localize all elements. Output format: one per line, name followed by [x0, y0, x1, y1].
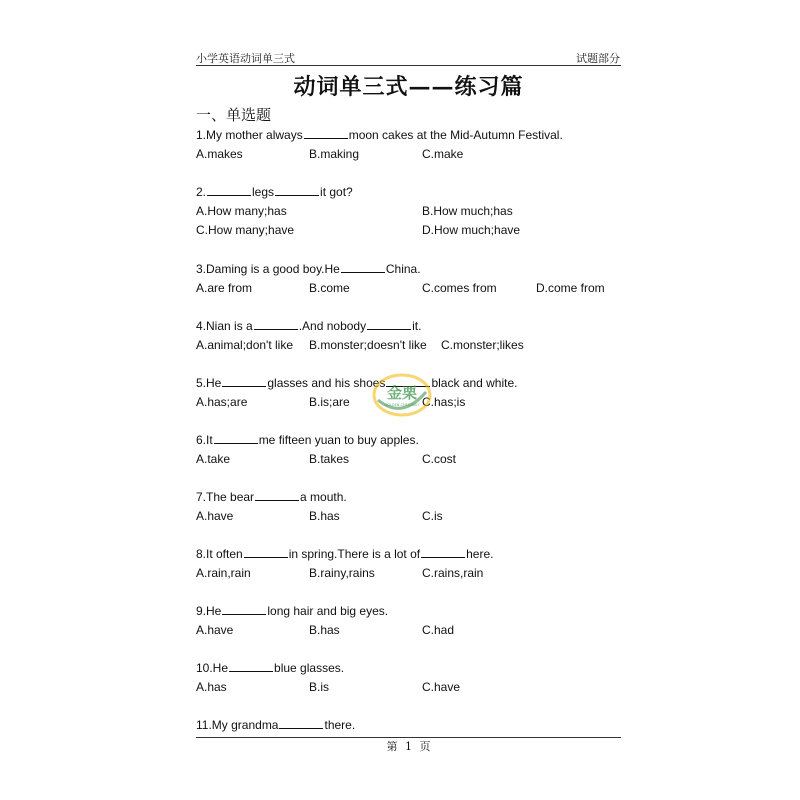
option-b: B.come	[309, 281, 350, 295]
question-10	[196, 661, 344, 675]
question-text: there.	[324, 718, 356, 732]
question-4	[196, 319, 421, 333]
question-2	[196, 185, 353, 199]
question-3	[196, 262, 421, 276]
question-text: it.	[412, 319, 422, 333]
option-a: A.have	[196, 623, 234, 637]
option-c: C.had	[422, 623, 455, 637]
page-number: 1	[405, 740, 412, 753]
question-text: in spring.There is a lot of	[288, 547, 421, 561]
option-b: B.rainy,rains	[309, 566, 375, 580]
option-c: C.comes from	[422, 281, 497, 295]
header-divider	[196, 65, 621, 66]
answer-blank	[244, 547, 288, 558]
footer-suffix: 页	[419, 740, 431, 753]
question-text: long hair and big eyes.	[267, 604, 389, 618]
option-d: D.come from	[536, 281, 605, 295]
question-text: 6.It	[196, 433, 213, 447]
question-text: here.	[466, 547, 494, 561]
page-footer	[196, 738, 621, 754]
answer-blank	[275, 185, 319, 196]
option-c: C.cost	[422, 452, 457, 466]
option-a: A.animal;don't like	[196, 338, 294, 352]
answer-blank	[222, 376, 266, 387]
option-a: A.take	[196, 452, 231, 466]
question-text: 7.The bear	[196, 490, 255, 504]
option-b: B.How much;has	[422, 204, 513, 218]
question-text: .And nobody	[298, 319, 367, 333]
question-text: 11.My grandma	[196, 718, 279, 732]
question-text: 9.He	[196, 604, 222, 618]
option-c: C.have	[422, 680, 461, 694]
option-b: B.takes	[309, 452, 350, 466]
page-title: 动词单三式——练习篇	[293, 74, 524, 100]
answer-blank	[214, 433, 258, 444]
question-text: legs	[252, 185, 275, 199]
option-b: B.has	[309, 509, 340, 523]
option-c: C.rains,rain	[422, 566, 484, 580]
header-left-text: 小学英语动词单三式	[196, 53, 295, 65]
answer-blank	[304, 128, 348, 139]
question-text: glasses and his shoes	[267, 376, 386, 390]
question-text: 2.	[196, 185, 207, 199]
answer-blank	[421, 547, 465, 558]
answer-blank	[222, 604, 266, 615]
option-a: A.makes	[196, 147, 243, 161]
question-text: it got?	[320, 185, 353, 199]
option-c: C.monster;likes	[441, 338, 524, 352]
option-b: B.has	[309, 623, 340, 637]
watermark-logo	[370, 370, 434, 420]
question-text: 5.He	[196, 376, 222, 390]
answer-blank	[367, 319, 411, 330]
option-b: B.monster;doesn't like	[309, 338, 427, 352]
question-8	[196, 547, 493, 561]
question-text: 3.Daming is a good boy.He	[196, 262, 340, 276]
option-c: C.make	[422, 147, 464, 161]
option-a: A.How many;has	[196, 204, 287, 218]
option-b: B.is;are	[309, 395, 350, 409]
question-6	[196, 433, 419, 447]
footer-prefix: 第	[386, 740, 398, 753]
option-c: C.has;is	[422, 395, 466, 409]
question-text: black and white.	[431, 376, 518, 390]
question-text: me fifteen yuan to buy apples.	[258, 433, 419, 447]
question-text: China.	[385, 262, 421, 276]
question-text: 8.It often	[196, 547, 243, 561]
question-9	[196, 604, 388, 618]
option-a: A.are from	[196, 281, 253, 295]
answer-blank	[341, 262, 385, 273]
answer-blank	[279, 718, 323, 729]
watermark-text: 金栗	[386, 384, 418, 402]
option-a: A.rain,rain	[196, 566, 251, 580]
section-heading: 一、单选题	[196, 106, 272, 124]
question-text: blue glasses.	[274, 661, 345, 675]
question-1	[196, 128, 563, 142]
option-d: D.How much;have	[422, 223, 521, 237]
option-a: A.has;are	[196, 395, 248, 409]
option-b: B.is	[309, 680, 330, 694]
question-text: 10.He	[196, 661, 229, 675]
option-b: B.making	[309, 147, 360, 161]
answer-blank	[229, 661, 273, 672]
question-5	[196, 376, 518, 390]
question-7	[196, 490, 347, 504]
header-right-text: 试题部分	[576, 53, 620, 65]
option-a: A.have	[196, 509, 234, 523]
option-c: C.is	[422, 509, 443, 523]
question-text: 4.Nian is a	[196, 319, 253, 333]
option-a: A.has	[196, 680, 227, 694]
question-11	[196, 718, 355, 732]
answer-blank	[207, 185, 251, 196]
question-text: 1.My mother always	[196, 128, 303, 142]
question-text: a mouth.	[300, 490, 347, 504]
answer-blank	[254, 319, 298, 330]
watermark-subtext: GOLDEN CHESTNUT	[384, 403, 420, 407]
answer-blank	[255, 490, 299, 501]
question-text: moon cakes at the Mid-Autumn Festival.	[348, 128, 563, 142]
option-c: C.How many;have	[196, 223, 295, 237]
